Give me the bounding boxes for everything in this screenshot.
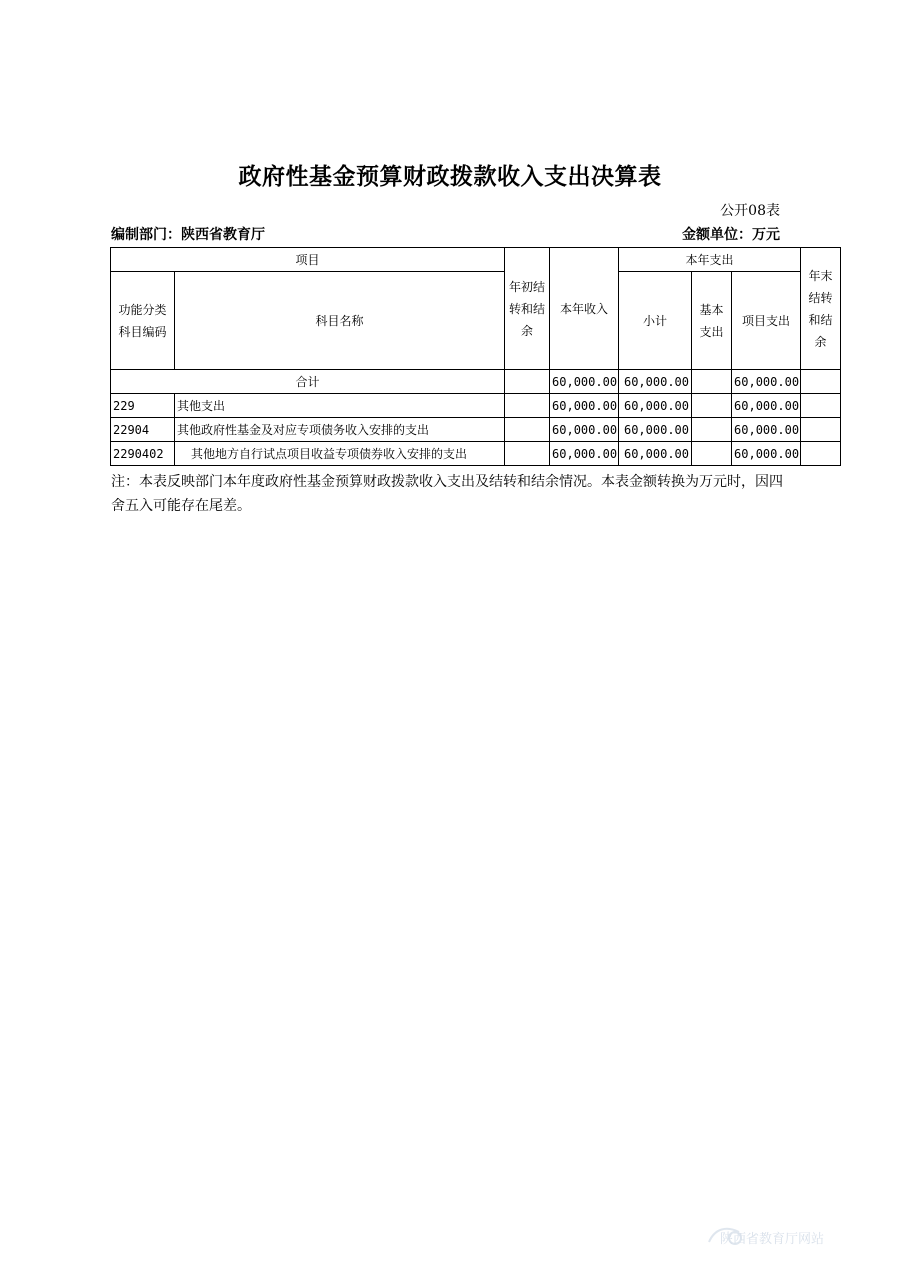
table-row-total [111,370,841,394]
header-basic-expense: 基本 支出 [692,272,732,370]
cell-name: 其他政府性基金及对应专项债务收入安排的支出 [175,418,505,442]
header-current-expense: 本年支出 [619,248,801,272]
table-row [111,394,841,418]
cell-subtotal: 60,000.00 [619,442,692,466]
cell-opening [505,394,550,418]
cell-project: 60,000.00 [732,394,801,418]
total-label: 合计 [111,370,505,394]
cell-project: 60,000.00 [732,442,801,466]
page-title: 政府性基金预算财政拨款收入支出决算表 [238,164,662,190]
cell-closing [801,418,841,442]
department-label: 编制部门：陕西省教育厅 [111,227,265,243]
header-current-income: 本年收入 [550,248,619,370]
cell-opening [505,370,550,394]
header-closing-balance: 年末 结转 和结 余 [801,248,841,370]
cell-income: 60,000.00 [550,442,619,466]
unit-label: 金额单位：万元 [682,227,780,243]
cell-subtotal: 60,000.00 [619,394,692,418]
cell-opening [505,418,550,442]
cell-code: 22904 [111,418,175,442]
cell-basic [692,370,732,394]
cell-income: 60,000.00 [550,418,619,442]
cell-code: 229 [111,394,175,418]
cell-project: 60,000.00 [732,370,801,394]
table-row [111,442,841,466]
budget-table [110,247,841,466]
cell-basic [692,394,732,418]
cell-code: 2290402 [111,442,175,466]
header-subject-name: 科目名称 [175,272,505,370]
header-opening-balance: 年初结 转和结 余 [505,248,550,370]
cell-closing [801,442,841,466]
cell-closing [801,370,841,394]
table-row [111,418,841,442]
cell-closing [801,394,841,418]
header-project: 项目 [111,248,505,272]
cell-income: 60,000.00 [550,394,619,418]
watermark-text: 陕西省教育厅网站 [720,1232,825,1247]
form-number: 公开08表 [720,203,780,219]
cell-basic [692,442,732,466]
cell-subtotal: 60,000.00 [619,370,692,394]
cell-subtotal: 60,000.00 [619,418,692,442]
header-project-expense: 项目支出 [732,272,801,370]
header-subtotal: 小计 [619,272,692,370]
cell-project: 60,000.00 [732,418,801,442]
cell-opening [505,442,550,466]
cell-income: 60,000.00 [550,370,619,394]
header-func-code: 功能分类 科目编码 [111,272,175,370]
footnote: 注：本表反映部门本年度政府性基金预算财政拨款收入支出及结转和结余情况。本表金额转换为万元时，因四舍五入可能存在尾差。 [111,474,783,514]
cell-name: 其他支出 [175,394,505,418]
cell-name: 其他地方自行试点项目收益专项债券收入安排的支出 [175,442,505,466]
cell-basic [692,418,732,442]
